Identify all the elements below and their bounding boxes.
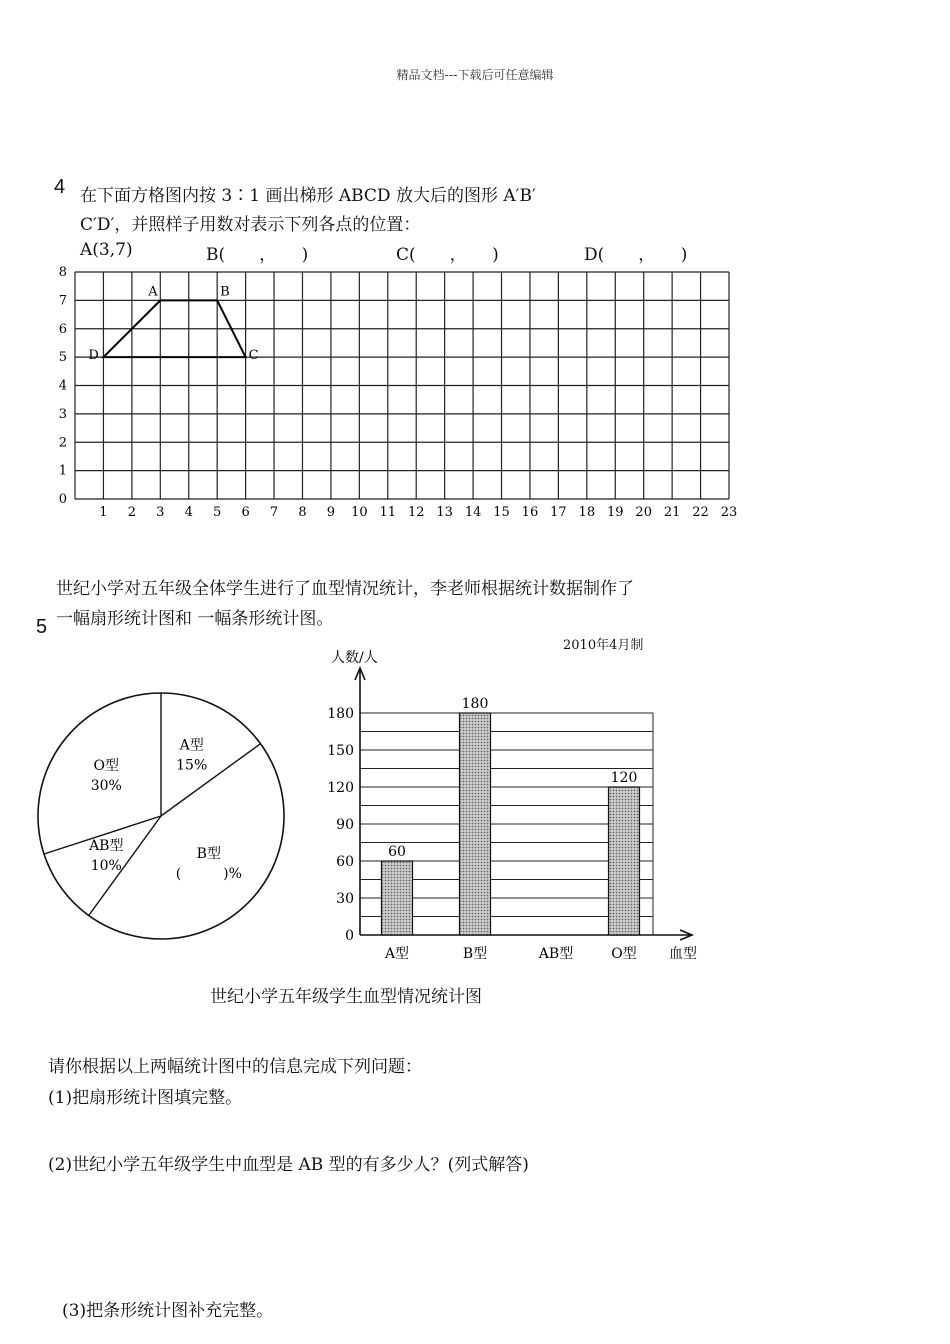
vertex-label: B (220, 284, 230, 300)
pie-slice-percent: 30% (90, 778, 122, 795)
question-4-line2: C′D′，并照样子用数对表示下列各点的位置： (80, 215, 421, 235)
bar (460, 713, 491, 935)
bar-y-tick-label: 150 (327, 743, 354, 759)
bar-y-tick-label: 180 (327, 706, 354, 722)
vertex-label: A (148, 284, 158, 300)
x-tick-label: 10 (351, 505, 368, 520)
bar-y-tick-label: 60 (336, 854, 354, 870)
pie-slice-boundary (161, 744, 261, 816)
x-tick-label: 22 (692, 505, 709, 520)
bar-value-label: 60 (388, 844, 406, 860)
chart-date-note: 2010年4月制 (563, 638, 644, 653)
x-tick-label: 13 (436, 505, 453, 520)
page-header: 精品文档---下载后可任意编辑 (396, 68, 554, 82)
pie-slice-percent: ( )% (175, 865, 242, 882)
x-tick-label: 5 (213, 505, 222, 520)
x-tick-label: 15 (493, 505, 510, 520)
coordinate-grid (59, 265, 738, 520)
bar (382, 861, 413, 935)
point-b-label: B( ， ) (206, 245, 309, 265)
question-5-part3: (3)把条形统计图补充完整。 (62, 1301, 274, 1321)
y-tick-label: 6 (58, 321, 67, 337)
x-tick-label: 6 (241, 505, 250, 520)
bar-y-tick-label: 0 (345, 928, 354, 944)
bar-y-tick-label: 90 (336, 817, 354, 833)
question-5-intro-line1: 世纪小学对五年级全体学生进行了血型情况统计，李老师根据统计数据制作了 (56, 579, 634, 599)
y-tick-label: 8 (58, 265, 67, 280)
point-a-label: A(3,7) (80, 240, 133, 260)
x-axis-title: 血型 (669, 946, 697, 962)
chart-caption: 世纪小学五年级学生血型情况统计图 (210, 987, 482, 1007)
y-tick-label: 3 (58, 406, 67, 422)
question-5-intro-line2: 一幅扇形统计图和 一幅条形统计图。 (56, 609, 334, 629)
bar-y-tick-label: 120 (327, 780, 354, 796)
y-tick-label: 2 (58, 435, 67, 451)
x-tick-label: 7 (269, 505, 279, 520)
point-c-label: C( ， ) (396, 245, 499, 265)
x-tick-label: 21 (663, 505, 681, 520)
y-tick-label: 0 (58, 492, 67, 507)
x-tick-label: 3 (156, 505, 165, 520)
y-axis-title: 人数/人 (331, 650, 378, 666)
question-4-line1: 在下面方格图内按 3∶1 画出梯形 ABCD 放大后的图形 A′B′ (80, 186, 536, 206)
bar-category-label: AB型 (538, 946, 574, 962)
pie-slice-name: O型 (93, 758, 120, 775)
x-tick-label: 19 (606, 505, 624, 520)
vertex-label: D (88, 348, 99, 364)
x-tick-label: 16 (521, 505, 539, 520)
x-tick-label: 14 (464, 505, 482, 520)
x-tick-label: 4 (184, 505, 193, 520)
bar-chart (327, 649, 697, 962)
y-tick-label: 4 (58, 378, 67, 394)
bar-y-tick-label: 30 (336, 891, 354, 907)
bar-category-label: B型 (462, 946, 488, 962)
y-tick-label: 5 (58, 350, 67, 366)
bar-category-label: O型 (611, 946, 637, 962)
x-tick-label: 17 (550, 505, 567, 520)
point-d-label: D( ， ) (584, 245, 688, 265)
bar (609, 787, 640, 935)
question-5-part1: (1)把扇形统计图填完整。 (48, 1088, 243, 1108)
x-tick-label: 12 (407, 505, 425, 520)
pie-slice-name: B型 (196, 845, 221, 862)
pie-slice-name: AB型 (89, 837, 124, 854)
bar-value-label: 120 (610, 770, 638, 786)
x-tick-label: 20 (635, 505, 652, 520)
pie-slice-percent: 10% (90, 857, 122, 874)
pie-chart (38, 693, 284, 939)
question-5-prompt: 请你根据以上两幅统计图中的信息完成下列问题： (48, 1057, 422, 1077)
x-tick-label: 9 (326, 505, 336, 520)
x-tick-label: 11 (379, 505, 397, 520)
vertex-label: C (248, 348, 259, 364)
pie-slice-percent: 15% (176, 757, 208, 774)
y-tick-label: 7 (58, 293, 67, 309)
y-tick-label: 1 (58, 463, 67, 479)
x-tick-label: 2 (127, 505, 137, 520)
question-5-part2: (2)世纪小学五年级学生中血型是 AB 型的有多少人？(列式解答) (48, 1155, 529, 1175)
bar-category-label: A型 (384, 946, 410, 962)
question-5-number: 5 (36, 616, 48, 638)
x-tick-label: 8 (298, 505, 307, 520)
bar-value-label: 180 (461, 696, 489, 712)
x-tick-label: 23 (720, 505, 738, 520)
pie-slice-name: A型 (179, 737, 204, 754)
question-4-number: 4 (54, 176, 66, 198)
x-tick-label: 18 (578, 505, 596, 520)
x-tick-label: 1 (99, 505, 108, 520)
